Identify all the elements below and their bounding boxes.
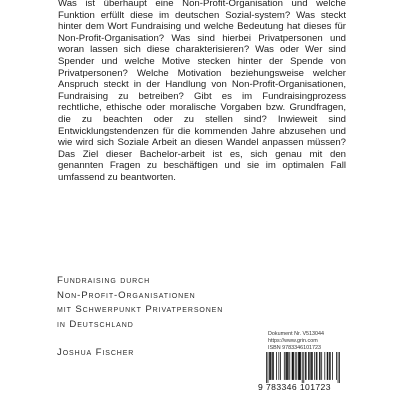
- barcode-bar: [272, 352, 273, 380]
- barcode-bars: [266, 352, 340, 383]
- book-title-line: Non-Profit-Organisationen: [57, 289, 196, 301]
- barcode-bar: [278, 352, 279, 380]
- barcode-bar: [320, 352, 321, 380]
- barcode-bar: [295, 352, 296, 380]
- barcode-bar: [316, 352, 317, 380]
- barcode-bar: [289, 352, 290, 380]
- isbn-text: ISBN 9783346101723: [268, 345, 322, 351]
- barcode-bar: [285, 352, 286, 380]
- barcode-bar: [284, 352, 285, 380]
- barcode-bar: [300, 352, 301, 380]
- barcode-bar: [332, 352, 333, 380]
- barcode-bar: [266, 352, 267, 383]
- barcode-bar: [306, 352, 307, 380]
- book-title-line: mit Schwerpunkt Privatpersonen: [57, 304, 224, 316]
- barcode-bar: [311, 352, 312, 380]
- barcode-bar: [314, 352, 315, 380]
- barcode-bar: [299, 352, 300, 380]
- author-name: Joshua Fischer: [57, 347, 135, 358]
- barcode-bar: [299, 352, 300, 380]
- barcode-bar: [292, 352, 293, 380]
- barcode-bar: [288, 352, 289, 380]
- barcode-bar: [280, 352, 281, 380]
- barcode-bar: [302, 352, 303, 383]
- barcode-bar: [319, 352, 320, 380]
- blurb-text: Was ist überhaupt eine Non-Profit-Organisation und welche Funktion erfüllt diese im deutschen Sozial-system? Was steckt hinter dem Wort Fundraising und welche Bedeutung hat dieses für Non-Profit-Organisation? Was sind hierbei Privatpersonen und woran lassen sich diese charakterisieren? Was oder Wer sind Spender und welche Motive stecken hinter der Spende von Privatpersonen? Welche Motivation beziehungsweise welcher Anspruch steckt in der Handlung von Non-Profit-Organisationen, Fundraising zu betreiben? Gibt es im Fundraisingprozess rechtliche, ethische oder moralische Vorgaben bzw. Grundfragen, die zu beachten oder zu stellen sind? Inwieweit sind Entwicklungstendenzen für die kommenden Jahre abzusehen und wie wird sich Soziale Arbeit an diesen Wandel anpassen müssen? Das Ziel dieser Bachelor-arbeit ist es, sich genau mit den genannten Fragen zu beschäftigen und sie im optimalen Fall umfassend zu beantworten.: [58, 0, 346, 183]
- barcode-bar: [286, 352, 287, 380]
- barcode-bar: [287, 352, 288, 380]
- book-title-line: in Deutschland: [57, 318, 134, 330]
- barcode-bar: [296, 352, 297, 380]
- barcode-bar: [312, 352, 313, 380]
- book-title-line: Fundraising durch: [57, 275, 151, 286]
- barcode-bar: [276, 352, 277, 380]
- publication-meta: [268, 331, 324, 352]
- barcode-bar: [329, 352, 330, 380]
- barcode-bar: [328, 352, 329, 380]
- barcode-bar: [271, 352, 272, 380]
- barcode-bar: [270, 352, 271, 380]
- barcode-bar: [273, 352, 274, 380]
- barcode-bar: [303, 352, 304, 383]
- barcode-bar: [321, 352, 322, 380]
- barcode-bar: [269, 352, 270, 380]
- barcode-bar: [308, 352, 309, 380]
- barcode-bar: [292, 352, 293, 380]
- book-title: [57, 274, 307, 332]
- document-number: Dokument Nr. V513044: [268, 331, 325, 337]
- barcode-bar: [309, 352, 310, 380]
- website-link[interactable]: https://www.grin.com: [268, 338, 318, 344]
- barcode-bar: [293, 352, 294, 380]
- barcode-bar: [268, 352, 269, 383]
- barcode-bar: [305, 352, 306, 380]
- barcode-bar: [310, 352, 311, 380]
- barcode-digits: 9 783346 101723: [258, 382, 331, 392]
- barcode-bar: [317, 352, 318, 380]
- barcode-bar: [339, 352, 340, 383]
- barcode-bar: [338, 352, 339, 383]
- barcode-bar: [336, 352, 337, 380]
- barcode-bar: [327, 352, 328, 380]
- barcode-bar: [298, 352, 299, 380]
- barcode-bar: [324, 352, 325, 380]
- isbn-barcode: [258, 352, 345, 392]
- barcode-bar: [330, 352, 331, 380]
